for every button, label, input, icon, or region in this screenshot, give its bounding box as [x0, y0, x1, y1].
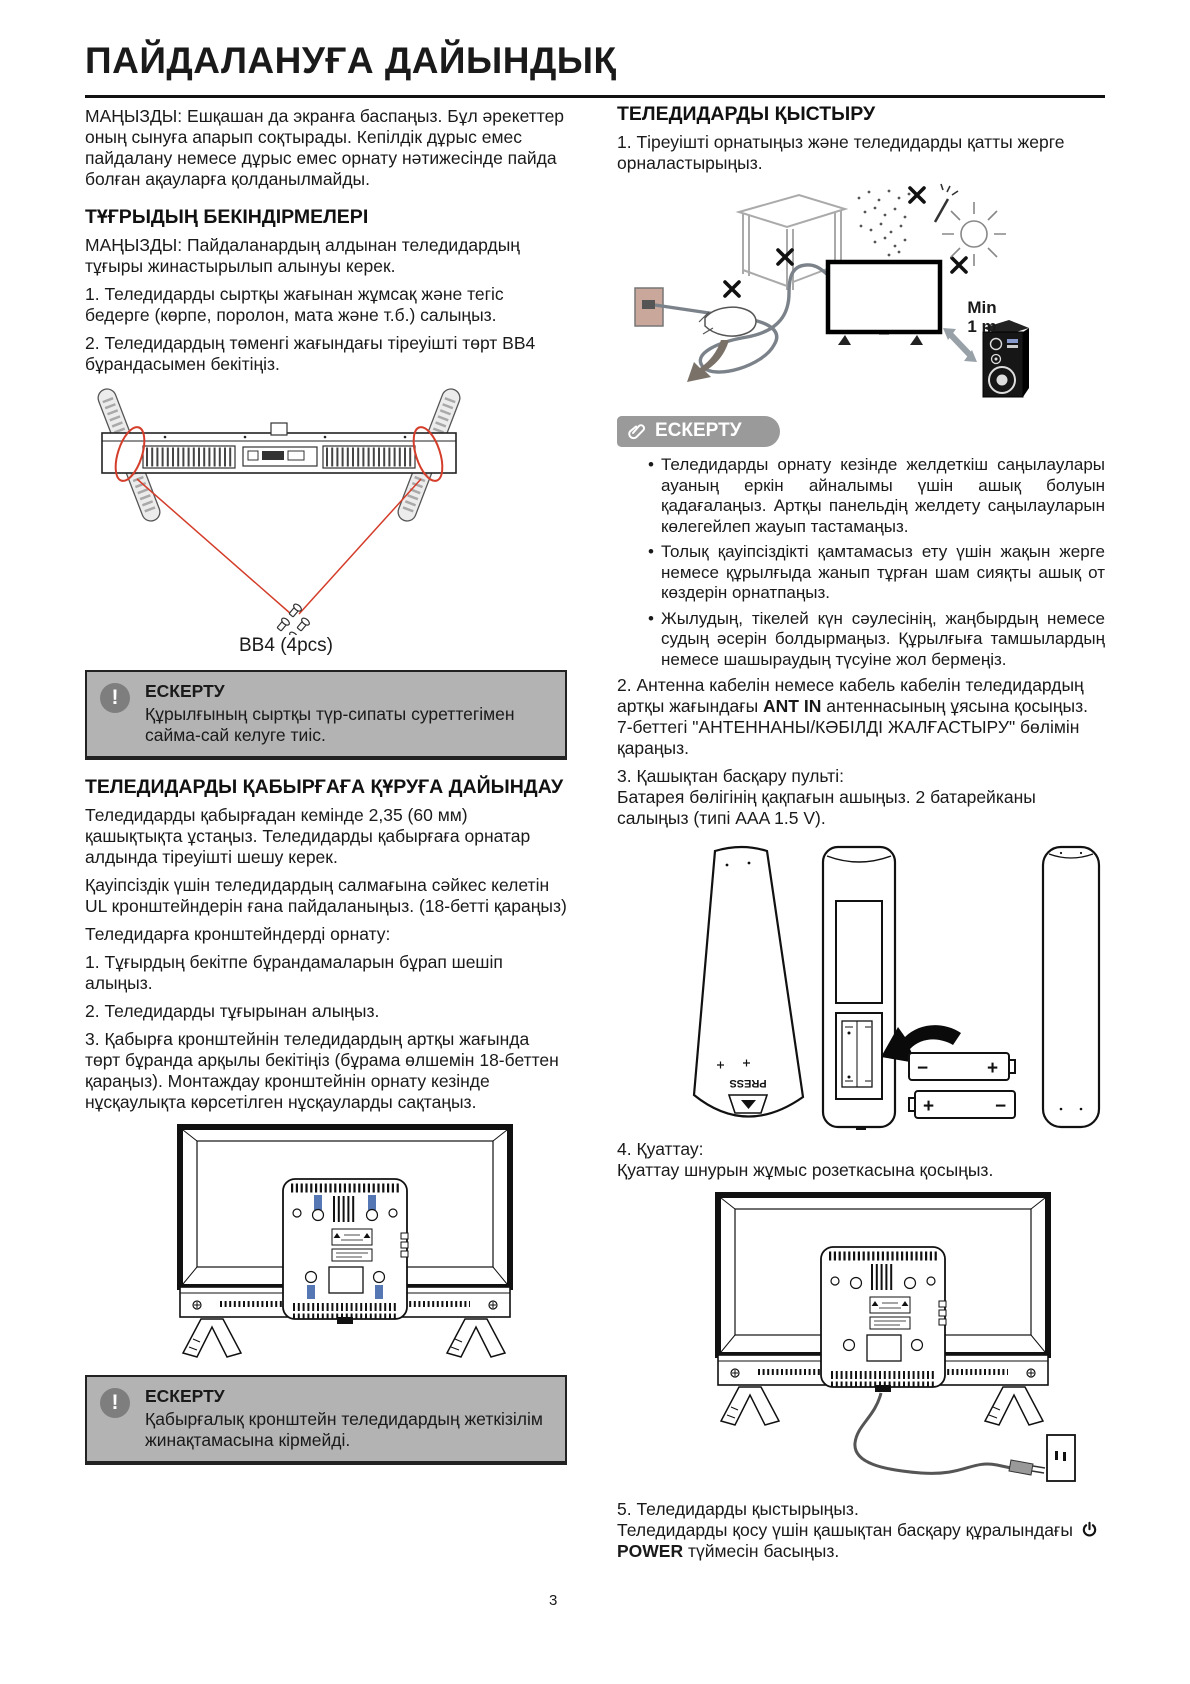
wall-para-3: Теледидарға кронштейндерді орнату:	[85, 924, 391, 944]
note-title: ЕСКЕРТУ	[145, 681, 225, 701]
power-cord	[855, 1393, 1011, 1473]
stand-assembly-diagram	[85, 383, 567, 656]
placement-warning-diagram	[617, 182, 1105, 414]
power-icon	[1081, 1521, 1098, 1538]
vesa-screw-marker	[307, 1285, 315, 1299]
wall-outlet-icon	[1047, 1435, 1075, 1481]
exclamation-icon: !	[100, 683, 130, 713]
secure-step-1: 1. Тіреуішті орнатыңыз және теледидарды қатты жерге орналастырыңыз.	[617, 132, 1065, 173]
remote-control-illustration	[617, 837, 1105, 1137]
tv-front-icon	[828, 262, 940, 332]
left-column	[85, 106, 567, 1475]
stand-step-1: 1. Теледидарды сыртқы жағынан жұмсақ және тегіс бедерге (көрпе, поролон, мата және т.б.) салыңыз.	[85, 284, 504, 325]
wall-step-3: 3. Қабырға кронштейнін теледидардың артқы жағында төрт бұранда арқылы бекітіңіз (бұрама өлшемін 18-беттен қараңыз). Монтаждау кронштейнін орнату кезінде нұсқаулықта көрсетілген нұсқауларды сақтаңыз.	[85, 1029, 559, 1112]
bb4-screw-label: BB4 (4pcs)	[239, 635, 333, 656]
note-text: Қабырғалық кронштейн теледидардың жеткізілім жинақтамасына кірмейді.	[145, 1409, 543, 1450]
warning-bullet: • Жылудың, тікелей күн сәулесінің, жаңбырдың немесе судың әсерін болдырмаңыз. Құрылғыға тамшылардың немесе шашыраудың түсуіне жол бермеңіз.	[648, 609, 1105, 671]
rain-icon	[858, 190, 911, 257]
tv-bottom-with-stands-illustration	[85, 383, 567, 635]
wall-step-2: 2. Теледидарды тұғырынан алыңыз.	[85, 1001, 380, 1021]
remote-step-line2: Батарея бөлігінің қақпағын ашыңыз. 2 батарейканы салыңыз (типі AAA 1.5 V).	[617, 787, 1036, 828]
note-title: ЕСКЕРТУ	[145, 1386, 225, 1406]
vesa-screw-marker	[368, 1195, 376, 1210]
exclamation-icon: !	[100, 1388, 130, 1418]
battery-polarity: +	[987, 1058, 999, 1079]
note-box-appearance	[85, 670, 567, 760]
pull-arrow-icon	[687, 340, 729, 382]
min-distance-label: Min 1 m	[967, 298, 997, 336]
battery-polarity: −	[995, 1096, 1007, 1117]
tv-power-connection-diagram	[617, 1189, 1105, 1497]
wall-para-1: Теледидарды қабырғадан кемінде 2,35 (60 мм) қашықтықта ұстаңыз. Теледидарды қабырғаға орнатар алдында тіреуішті шешу керек.	[85, 805, 531, 867]
remote-back-view	[694, 847, 803, 1117]
vesa-screw-marker	[375, 1285, 383, 1299]
wall-step-1: 1. Тұғырдың бекітпе бұрандамаларын бұрап шешіп алыңыз.	[85, 952, 503, 993]
secure-step-5-line2: Теледидарды қосу үшін қашықтан басқару құралындағы POWER түймесін басыңыз.	[617, 1520, 1105, 1562]
power-plug-icon	[1009, 1460, 1045, 1475]
tv-placement-illustration	[617, 182, 1105, 414]
secure-section-heading: ТЕЛЕДИДАРДЫ ҚЫСТЫРУ	[617, 103, 876, 125]
power-button-label: POWER	[617, 1541, 684, 1561]
wall-mount-heading: ТЕЛЕДИДАРДЫ ҚАБЫРҒАҒА ҚҰРУҒА ДАЙЫНДАУ	[85, 776, 564, 798]
warning-bullet: • Толық қауіпсіздікті қамтамасыз ету үшін жақын жерге немесе құрылғыда жанып тұрған шам сияқты ашық от көздерін орнатпаңыз.	[648, 542, 1105, 604]
title-rule	[85, 95, 1105, 98]
tv-rear-vesa-illustration	[85, 1121, 567, 1361]
flame-stick-icon	[935, 184, 958, 222]
remote-battery-diagram	[617, 837, 1105, 1137]
ant-in-label: ANT IN	[763, 696, 822, 716]
power-step-line2: Қуаттау шнурын жұмыс розеткасына қосыңыз.	[617, 1160, 994, 1180]
press-label: PRESS	[729, 1077, 767, 1089]
page-title: ПАЙДАЛАНУҒА ДАЙЫНДЫҚ	[85, 40, 617, 81]
remote-side-view	[1043, 847, 1099, 1127]
battery-polarity: −	[917, 1058, 929, 1079]
sun-icon	[942, 202, 1006, 266]
secure-step-5-line1: 5. Теледидарды қыстырыңыз.	[617, 1499, 859, 1519]
note-text: Құрылғының сыртқы түр-сипаты суреттегімен сайма-сай келуге тиіс.	[145, 704, 515, 745]
remote-step-line1: 3. Қашықтан басқару пульті:	[617, 766, 844, 786]
vesa-screw-marker	[314, 1195, 322, 1210]
tv-rear-mount-diagram	[85, 1121, 567, 1361]
wall-para-2: Қауіпсіздік үшін теледидардың салмағына сәйкес келетін UL кронштейндерін ғана пайдаланыңыз. (18-бетті қараңыз)	[85, 875, 567, 916]
intro-paragraph: МАҢЫЗДЫ: Ешқашан да экранға баспаңыз. Бұл әрекеттер оның сынуға апарып соқтырады. Кепілдік дұрыс емес пайдалану немесе дұрыс емес орнату нәтижесінде пайда болған ақауларға қолданылмайды.	[85, 106, 565, 189]
stand-important: МАҢЫЗДЫ: Пайдаланардың алдынан теледидардың тұғыры жинастырылып алынуы керек.	[85, 235, 520, 276]
right-column	[617, 102, 1105, 1569]
note-box-bracket	[85, 1375, 567, 1465]
paperclip-icon	[627, 421, 647, 441]
power-step-line1: 4. Қуаттау:	[617, 1139, 704, 1159]
note-badge	[617, 416, 780, 447]
page-number: 3	[549, 1592, 558, 1609]
warning-bullet-list	[648, 455, 1105, 670]
stand-step-2: 2. Теледидардың төменгі жағындағы тіреуішті төрт BB4 бұрандасымен бекітіңіз.	[85, 333, 536, 374]
stand-section-heading: ТҰҒРЫДЫҢ БЕКІНДІРМЕЛЕРІ	[85, 206, 369, 228]
battery-polarity: +	[923, 1096, 935, 1117]
note-badge-title: ЕСКЕРТУ	[655, 420, 742, 441]
antenna-step: 2. Антенна кабелін немесе кабель кабелін теледидардың артқы жағындағы ANT IN антеннасының ұясына қосыңыз. 7-беттегі "АНТЕННАНЫ/КӘБІЛДІ ЖАЛҒАСТЫРУ" бөлімін қараңыз.	[617, 675, 1088, 758]
hand-icon	[705, 307, 756, 336]
tv-rear-power-illustration	[617, 1189, 1105, 1497]
warning-bullet: • Теледидарды орнату кезінде желдеткіш саңылаулары ауаның еркін айналымы үшін ашық болуын қадағалаңыз. Артқы панельдің желдету саңылауларын көлегейлеп жауып тастамаңыз.	[648, 455, 1105, 537]
